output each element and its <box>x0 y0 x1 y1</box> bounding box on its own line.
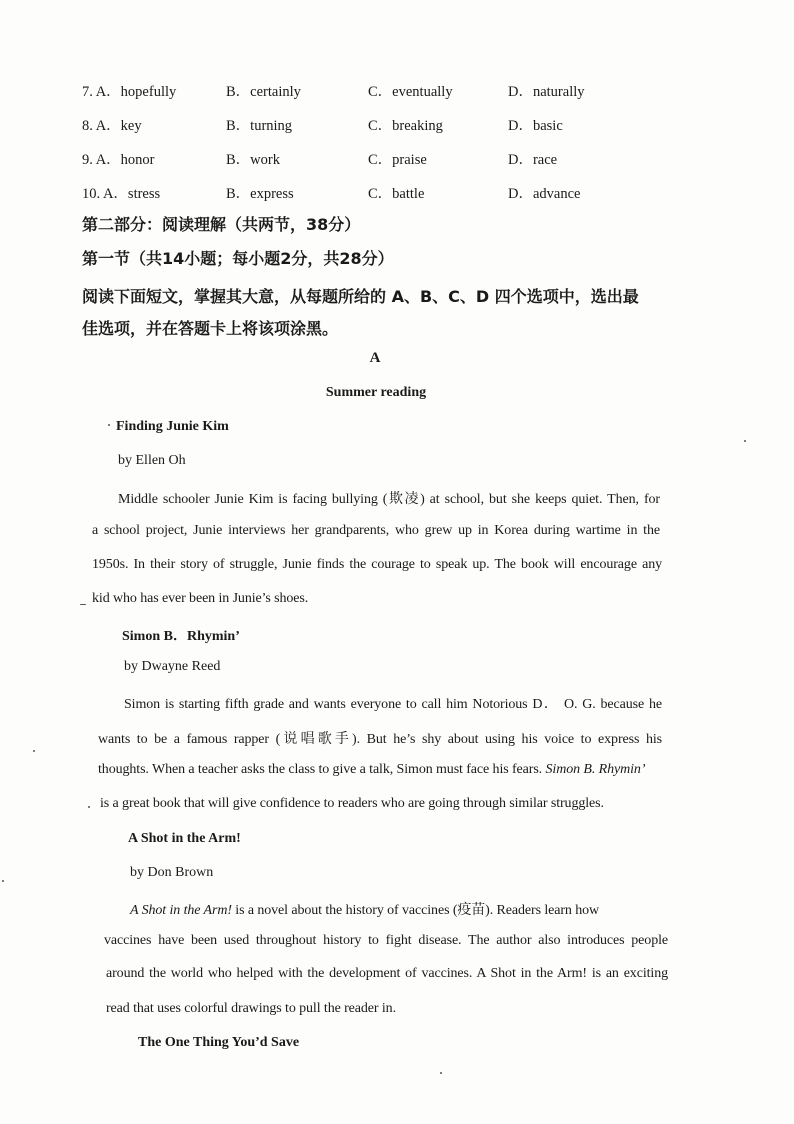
paragraph-line: A Shot in the Arm! is a novel about the history of vaccines (疫苗). Readers learn how <box>130 903 600 918</box>
book-author: by Dwayne Reed <box>124 659 221 674</box>
option-b: B．work <box>226 152 280 168</box>
paragraph-line: Middle schooler Junie Kim is facing bullying (欺凌) at school, but she keeps quiet. Then, for <box>118 492 660 507</box>
option-row-7 <box>82 80 702 104</box>
option-d: D．advance <box>508 186 581 202</box>
option-row-10 <box>82 182 702 206</box>
book-title: The One Thing You’d Save <box>138 1035 300 1050</box>
instruction-line-1: 阅读下面短文，掌握其大意，从每题所给的 A、B、C、D 四个选项中，选出最 <box>82 287 639 306</box>
paragraph-line: vaccines have been used throughout history to fight disease. The author also introduces people <box>104 933 668 948</box>
option-b: B．turning <box>226 118 293 134</box>
sub-title: 第一节（共14小题；每小题2分，共28分） <box>82 249 394 268</box>
option-c: C．praise <box>368 152 427 168</box>
passage-letter: A <box>369 350 381 366</box>
scan-speck <box>440 1072 442 1074</box>
paragraph-line: read that uses colorful drawings to pull the reader in. <box>106 1001 396 1016</box>
option-a: 9. A．honor <box>82 152 155 168</box>
paragraph-line: around the world who helped with the development of vaccines. A Shot in the Arm! is an exciting <box>106 966 668 981</box>
book-title: Finding Junie Kim <box>116 419 229 434</box>
option-d: D．naturally <box>508 84 585 100</box>
book-title: Simon B．Rhymin’ <box>122 629 240 644</box>
paragraph-line: kid who has ever been in Junie’s shoes. <box>92 591 309 606</box>
option-a: 10. A．stress <box>82 186 161 202</box>
paragraph-line: wants to be a famous rapper (说唱歌手). But he’s shy about using his voice to express his <box>98 732 662 747</box>
option-a: 7. A．hopefully <box>82 84 177 100</box>
option-b: B．certainly <box>226 84 301 100</box>
book-title: A Shot in the Arm! <box>128 831 241 846</box>
paragraph-line: is a great book that will give confidence to readers who are going through similar struggles. <box>100 796 604 811</box>
scan-speck <box>33 750 35 752</box>
paragraph-line: a school project, Junie interviews her grandparents, who grew up in Korea during wartime in the <box>92 523 660 538</box>
paragraph-line: Simon is starting fifth grade and wants everyone to call him Notorious D． O. G. because he <box>124 697 662 712</box>
option-c: C．eventually <box>368 84 453 100</box>
passage-heading: Summer reading <box>325 385 427 400</box>
scan-speck <box>88 806 90 808</box>
scan-speck <box>744 440 746 442</box>
scan-speck <box>108 424 110 426</box>
option-a: 8. A．key <box>82 118 142 134</box>
option-d: D．basic <box>508 118 563 134</box>
instruction-line-2: 佳选项，并在答题卡上将该项涂黑。 <box>82 319 339 338</box>
option-b: B．express <box>226 186 294 202</box>
italic-title-ref: Simon B. Rhymin’ <box>545 762 646 777</box>
book-author: by Ellen Oh <box>118 453 186 468</box>
option-c: C．breaking <box>368 118 443 134</box>
book-author: by Don Brown <box>130 865 214 880</box>
option-c: C．battle <box>368 186 425 202</box>
part-title: 第二部分：阅读理解（共两节，38分） <box>82 215 361 234</box>
scan-speck <box>2 880 4 882</box>
italic-title-ref: A Shot in the Arm! <box>130 903 232 918</box>
paragraph-line: 1950s. In their story of struggle, Junie finds the courage to speak up. The book will encourage any <box>92 557 662 572</box>
option-d: D．race <box>508 152 558 168</box>
paragraph-line: thoughts. When a teacher asks the class to give a talk, Simon must face his fears. Simon B. Rhymin’ <box>98 762 646 777</box>
option-row-9 <box>82 148 702 172</box>
option-row-8 <box>82 114 702 138</box>
scan-speck <box>80 604 86 605</box>
